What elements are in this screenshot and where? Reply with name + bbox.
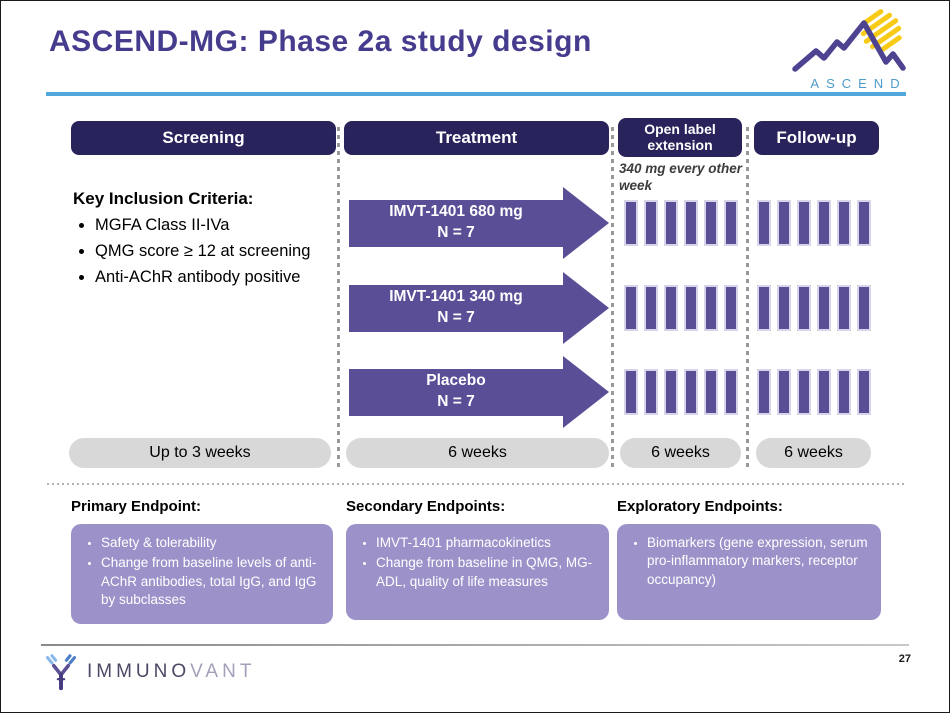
bullet-item: • Biomarkers (gene expression, serum pro-inflammatory markers, receptor occupancy) bbox=[647, 534, 871, 589]
arm-label: IMVT-1401 340 mg bbox=[389, 288, 523, 306]
dose-tick bbox=[857, 285, 871, 331]
immunovant-logo bbox=[43, 651, 255, 693]
arm-arrow-body bbox=[349, 285, 563, 332]
immunovant-antibody-icon bbox=[43, 651, 79, 693]
arm-arrow-placebo bbox=[349, 356, 609, 428]
arm-n: N = 7 bbox=[437, 309, 475, 326]
ascend-logo-text: ASCEND bbox=[810, 76, 907, 91]
dose-tick bbox=[664, 369, 678, 415]
arm-arrow-680mg bbox=[349, 187, 609, 259]
dose-ticks-follow-up-340mg bbox=[757, 285, 871, 331]
dose-tick bbox=[704, 285, 718, 331]
phase-header-treatment: Treatment bbox=[344, 121, 609, 155]
dose-tick bbox=[624, 285, 638, 331]
secondary-endpoints-section bbox=[346, 498, 609, 620]
arm-arrow-body bbox=[349, 200, 563, 247]
immunovant-text-secondary: VANT bbox=[190, 661, 256, 682]
dose-tick bbox=[797, 200, 811, 246]
footer-divider bbox=[41, 644, 909, 646]
arrow-tip bbox=[563, 272, 609, 344]
page-number: 27 bbox=[898, 653, 911, 665]
dose-ticks-open-label-680mg bbox=[624, 200, 738, 246]
dose-tick bbox=[724, 200, 738, 246]
dose-tick bbox=[664, 285, 678, 331]
dose-tick bbox=[684, 285, 698, 331]
bullet-item: • IMVT-1401 pharmacokinetics bbox=[376, 534, 599, 552]
dose-tick bbox=[724, 285, 738, 331]
dotted-separator bbox=[47, 483, 907, 485]
dose-tick bbox=[817, 200, 831, 246]
duration-pill-screening: Up to 3 weeks bbox=[69, 438, 331, 468]
dose-tick bbox=[757, 369, 771, 415]
bullet-item: • Anti-AChR antibody positive bbox=[95, 265, 331, 290]
dose-tick bbox=[817, 285, 831, 331]
dose-tick bbox=[644, 285, 658, 331]
dose-tick bbox=[857, 200, 871, 246]
dose-tick bbox=[644, 200, 658, 246]
dose-tick bbox=[837, 200, 851, 246]
arm-arrow-body bbox=[349, 369, 563, 416]
slide-title: ASCEND-MG: Phase 2a study design bbox=[49, 25, 592, 58]
dose-ticks-open-label-placebo bbox=[624, 369, 738, 415]
dose-tick bbox=[777, 285, 791, 331]
secondary-endpoints-list bbox=[352, 534, 599, 591]
column-divider bbox=[611, 127, 614, 469]
dose-tick bbox=[777, 369, 791, 415]
dose-tick bbox=[757, 200, 771, 246]
bullet-item: • Safety & tolerability bbox=[101, 534, 323, 552]
title-underline bbox=[46, 92, 906, 96]
duration-pill-open-label: 6 weeks bbox=[620, 438, 741, 468]
arm-label: Placebo bbox=[426, 372, 486, 390]
dose-tick bbox=[624, 200, 638, 246]
dose-ticks-follow-up-placebo bbox=[757, 369, 871, 415]
dose-tick bbox=[817, 369, 831, 415]
arm-n: N = 7 bbox=[437, 393, 475, 410]
primary-endpoint-box bbox=[71, 524, 333, 624]
dose-tick bbox=[757, 285, 771, 331]
bullet-item: • MGFA Class II-IVa bbox=[95, 213, 331, 238]
ascend-mountain-sun-icon bbox=[789, 7, 921, 75]
inclusion-criteria-list bbox=[73, 213, 331, 289]
immunovant-text-primary: IMMUNO bbox=[87, 661, 191, 682]
phase-header-screening: Screening bbox=[71, 121, 336, 155]
duration-pill-treatment: 6 weeks bbox=[346, 438, 609, 468]
arm-arrow-340mg bbox=[349, 272, 609, 344]
dose-tick bbox=[857, 369, 871, 415]
primary-endpoint-list bbox=[77, 534, 323, 609]
duration-pill-follow-up: 6 weeks bbox=[756, 438, 871, 468]
dose-ticks-open-label-340mg bbox=[624, 285, 738, 331]
dose-tick bbox=[684, 369, 698, 415]
dose-tick bbox=[724, 369, 738, 415]
phase-header-open-label-extension: Open label extension bbox=[618, 118, 742, 157]
inclusion-criteria-heading: Key Inclusion Criteria: bbox=[73, 189, 254, 208]
arm-n: N = 7 bbox=[437, 224, 475, 241]
dose-tick bbox=[684, 200, 698, 246]
dose-tick bbox=[777, 200, 791, 246]
phase-header-follow-up: Follow-up bbox=[754, 121, 879, 155]
exploratory-endpoints-box bbox=[617, 524, 881, 620]
dose-ticks-follow-up-680mg bbox=[757, 200, 871, 246]
secondary-endpoints-box bbox=[346, 524, 609, 620]
dose-tick bbox=[664, 200, 678, 246]
exploratory-endpoints-section bbox=[617, 498, 881, 620]
secondary-endpoints-heading: Secondary Endpoints: bbox=[346, 498, 506, 515]
bullet-item: • QMG score ≥ 12 at screening bbox=[95, 239, 331, 264]
bullet-item: • Change from baseline levels of anti-AChR antibodies, total IgG, and IgG by subclasses bbox=[101, 554, 323, 609]
exploratory-endpoints-list bbox=[623, 534, 871, 589]
dose-tick bbox=[704, 200, 718, 246]
dose-tick bbox=[797, 285, 811, 331]
immunovant-logo-text bbox=[87, 661, 255, 683]
primary-endpoint-heading: Primary Endpoint: bbox=[71, 498, 202, 515]
primary-endpoint-section bbox=[71, 498, 333, 624]
column-divider bbox=[337, 127, 340, 469]
open-label-dosing-note: 340 mg every other week bbox=[619, 161, 743, 193]
dose-tick bbox=[644, 369, 658, 415]
ascend-logo bbox=[789, 7, 921, 91]
column-divider bbox=[746, 127, 749, 469]
exploratory-endpoints-heading: Exploratory Endpoints: bbox=[617, 498, 783, 515]
dose-tick bbox=[624, 369, 638, 415]
bullet-item: • Change from baseline in QMG, MG-ADL, quality of life measures bbox=[376, 554, 599, 591]
dose-tick bbox=[837, 285, 851, 331]
inclusion-criteria bbox=[73, 189, 331, 290]
dose-tick bbox=[704, 369, 718, 415]
arm-label: IMVT-1401 680 mg bbox=[389, 203, 523, 221]
dose-tick bbox=[837, 369, 851, 415]
arrow-tip bbox=[563, 356, 609, 428]
dose-tick bbox=[797, 369, 811, 415]
arrow-tip bbox=[563, 187, 609, 259]
